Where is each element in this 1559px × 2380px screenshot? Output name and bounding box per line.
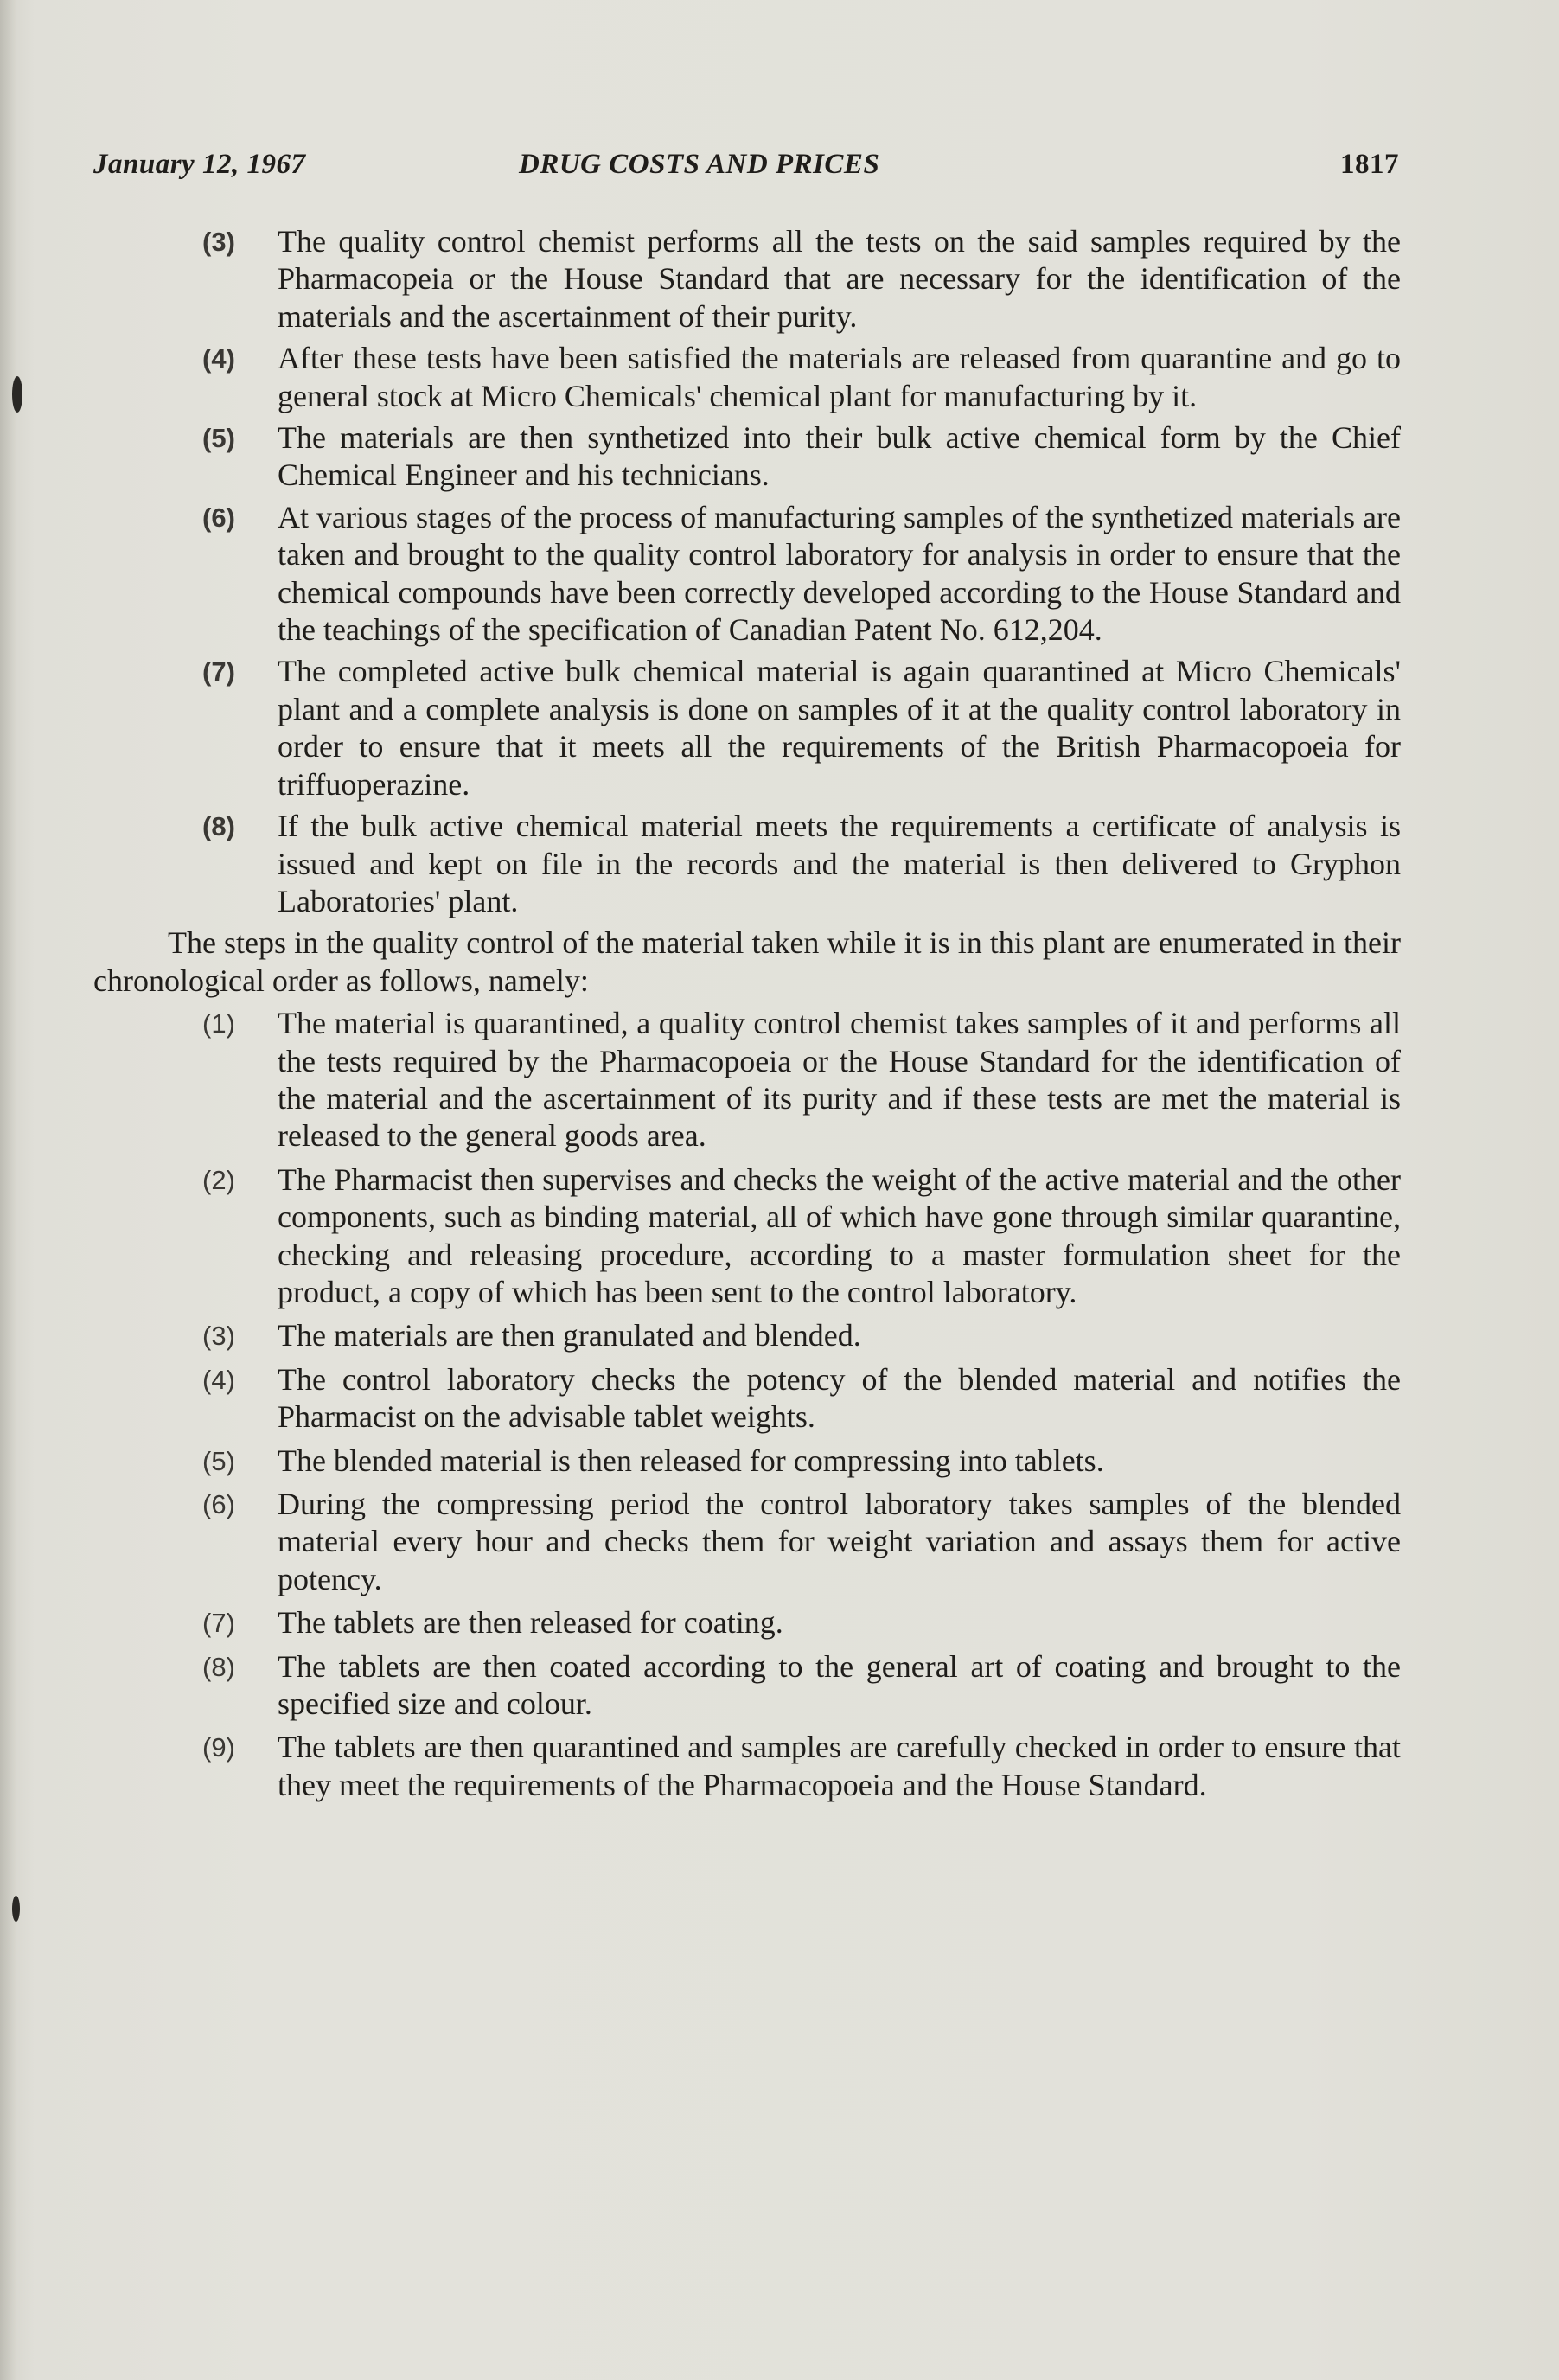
list-item-number: (9) — [202, 1732, 235, 1763]
list-item-text: The tablets are then coated according to the general art of coating and brought to the specified size and colour. — [278, 1648, 1401, 1722]
list-item — [93, 1443, 1401, 1480]
margin-mark — [12, 376, 22, 413]
list-item-number: (6) — [202, 502, 235, 533]
list-item-text: The quality control chemist performs all the tests on the said samples required by the Pharmacopeia or the House Standard that are necessary for the identification of the materials and the ascertainment of their purity. — [278, 224, 1401, 334]
list-item — [93, 1729, 1401, 1804]
intro-paragraph: The steps in the quality control of the material taken while it is in this plant are enumerated in their chronological order as follows, namely: — [93, 925, 1401, 998]
list-item-text: The completed active bulk chemical material is again quarantined at Micro Chemicals' plant and a complete analysis is done on samples of it at the quality control laboratory in order to ensure that it meets all the requirements of the British Pharmacopoeia for triffuoperazine. — [278, 654, 1401, 802]
running-head — [93, 149, 1399, 192]
list-item-number: (7) — [202, 1608, 235, 1639]
list-item-number: (6) — [202, 1489, 235, 1519]
binding-edge — [0, 0, 16, 2380]
list-item-number: (8) — [202, 811, 235, 842]
list-item — [93, 1604, 1401, 1641]
list-item-text: If the bulk active chemical material meets the requirements a certificate of analysis is issued and kept on file in the records and the material is then delivered to Gryphon Laboratories' plant. — [278, 809, 1401, 918]
list-item-number: (4) — [202, 343, 235, 374]
list-item-number: (3) — [202, 1321, 235, 1352]
list-item — [93, 419, 1401, 495]
list-item-text: The control laboratory checks the potency of the blended material and notifies the Pharmacist on the advisable tablet weights. — [278, 1361, 1401, 1435]
list-item — [93, 1361, 1401, 1436]
list-item-number: (3) — [202, 227, 235, 257]
list-item-number: (7) — [202, 656, 235, 688]
list-item — [93, 1648, 1401, 1724]
list-item-text: The materials are then synthetized into their bulk active chemical form by the Chief Chemical Engineer and his technicians. — [278, 420, 1401, 493]
list-item — [93, 499, 1401, 649]
list-item-number: (1) — [202, 1008, 235, 1040]
list-item — [93, 1005, 1401, 1155]
list-item-text: After these tests have been satisfied the materials are released from quarantine and go to general stock at Micro Chemicals' chemical plant for manufacturing by it. — [278, 341, 1401, 413]
list-item-text: The tablets are then quarantined and samples are carefully checked in order to ensure that they meet the requirements of the Pharmacopoeia and the House Standard. — [278, 1730, 1401, 1802]
list-item-text: At various stages of the process of manufacturing samples of the synthetized materials are taken and brought to the quality control laboratory for analysis in order to ensure that the chemical compounds have been correctly developed according to the House Standard and the teachings of the specification of Canadian Patent No. 612,204. — [278, 499, 1401, 648]
header-title: DRUG COSTS AND PRICES — [519, 149, 880, 180]
list-item — [93, 1486, 1401, 1598]
list-item-text: The materials are then granulated and blended. — [278, 1318, 861, 1353]
list-item-number: (5) — [202, 423, 235, 454]
list-item — [93, 340, 1401, 415]
body-text — [93, 223, 1401, 1810]
list-item-text: The tablets are then released for coating. — [278, 1605, 783, 1641]
list-item — [93, 1161, 1401, 1312]
numbered-list-a — [93, 223, 1401, 920]
list-item-text: During the compressing period the control laboratory takes samples of the blended material every hour and checks them for weight variation and assays them for active potency. — [278, 1487, 1401, 1596]
margin-mark — [12, 1896, 20, 1922]
list-item-text: The Pharmacist then supervises and checks the weight of the active material and the other components, such as binding material, all of which have gone through similar quarantine, checking and releasing procedure, according to a master formulation sheet for the product, a copy of which has been sent to the control laboratory. — [278, 1161, 1401, 1309]
list-item-number: (8) — [202, 1651, 235, 1682]
list-item-number: (2) — [202, 1164, 235, 1195]
numbered-list-b — [93, 1005, 1401, 1804]
header-date: January 12, 1967 — [93, 149, 306, 180]
list-item — [93, 808, 1401, 920]
list-item — [93, 223, 1401, 336]
page-number: 1817 — [1340, 149, 1399, 180]
list-item-number: (4) — [202, 1364, 235, 1395]
list-item-text: The material is quarantined, a quality control chemist takes samples of it and performs all the tests required by the Pharmacopoeia or the House Standard for the identification of the material and the ascertainment of its purity and if these tests are met the material is released to the general goods area. — [278, 1006, 1401, 1154]
list-item-number: (5) — [202, 1445, 235, 1476]
list-item-text: The blended material is then released for compressing into tablets. — [278, 1443, 1104, 1478]
list-item — [93, 1317, 1401, 1354]
list-item — [93, 653, 1401, 803]
